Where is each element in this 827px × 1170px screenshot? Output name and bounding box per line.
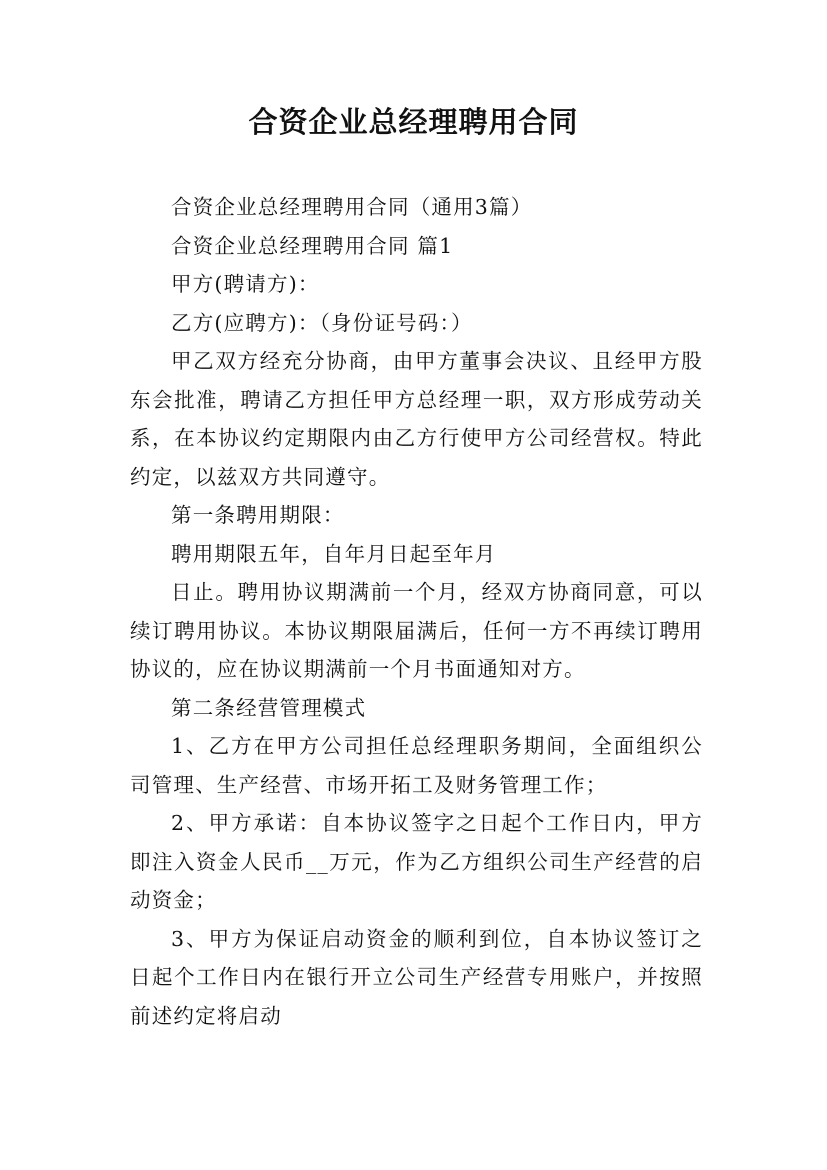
document-body — [130, 188, 703, 1035]
paragraph: 2、甲方承诺：自本协议签字之日起个工作日内，甲方即注入资金人民币__万元，作为乙方组织公司生产经营的启动资金； — [130, 811, 703, 912]
paragraph: 聘用期限五年，自年月日起至年月 — [171, 541, 497, 566]
paragraph: 甲乙双方经充分协商，由甲方董事会决议、且经甲方股东会批准，聘请乙方担任甲方总经理一职，双方形成劳动关系，在本协议约定期限内由乙方行使甲方公司经营权。特此约定，以兹双方共同遵守。 — [130, 349, 703, 489]
paragraph: 甲方(聘请方)： — [171, 272, 320, 296]
paragraph: 合资企业总经理聘用合同 篇1 — [171, 233, 454, 258]
paragraph: 第一条聘用期限： — [171, 503, 345, 527]
paragraph: 第二条经营管理模式 — [171, 695, 367, 720]
paragraph: 乙方(应聘方)：（身份证号码：） — [171, 310, 473, 335]
paragraph: 日止。聘用协议期满前一个月，经双方协商同意，可以续订聘用协议。本协议期限届满后，任何一方不再续订聘用协议的，应在协议期满前一个月书面通知对方。 — [130, 580, 703, 681]
paragraph: 1、乙方在甲方公司担任总经理职务期间，全面组织公司管理、生产经营、市场开拓工及财务管理工作； — [130, 734, 703, 797]
paragraph: 3、甲方为保证启动资金的顺利到位，自本协议签订之日起个工作日内在银行开立公司生产经营专用账户，并按照前述约定将启动 — [130, 926, 703, 1028]
document-title: 合资企业总经理聘用合同 — [248, 105, 579, 139]
paragraph: 合资企业总经理聘用合同（通用3篇） — [171, 195, 533, 219]
